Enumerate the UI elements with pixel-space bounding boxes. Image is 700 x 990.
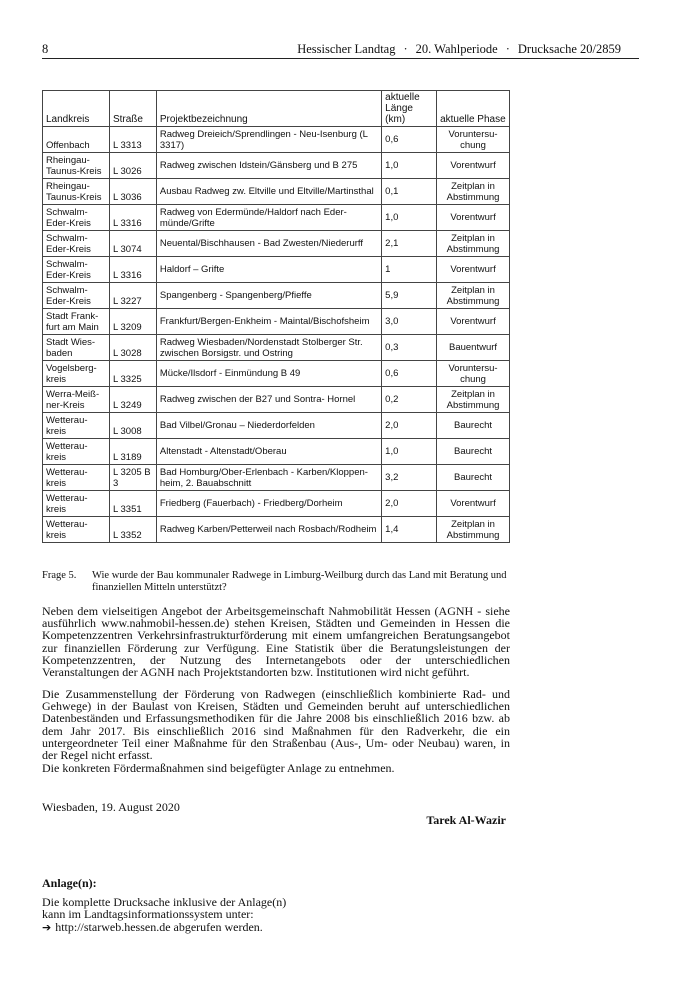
cell-projekt: Bad Homburg/Ober-Erlenbach - Karben/Kloppen-heim, 2. Bauabschnitt [156, 465, 381, 491]
cell-phase: Baurecht [437, 465, 510, 491]
column-header: Projektbezeichnung [156, 91, 381, 127]
cell-landkreis: Rheingau-Taunus-Kreis [43, 153, 110, 179]
cell-strasse: L 3074 [109, 231, 156, 257]
cell-landkreis: Werra-Meiß-ner-Kreis [43, 387, 110, 413]
cell-projekt: Ausbau Radweg zw. Eltville und Eltville/Martinsthal [156, 179, 381, 205]
cell-strasse: L 3189 [109, 439, 156, 465]
cell-projekt: Radweg Wiesbaden/Nordenstadt Stolberger Str. zwischen Borsigstr. und Ostring [156, 335, 381, 361]
page-number: 8 [42, 42, 49, 56]
column-header: aktuelle Länge (km) [382, 91, 437, 127]
header-separator: · [403, 42, 408, 56]
header-period: 20. Wahlperiode [415, 42, 498, 56]
cell-landkreis: Vogelsberg-kreis [43, 361, 110, 387]
cell-landkreis: Stadt Wies-baden [43, 335, 110, 361]
cell-landkreis: Offenbach [43, 127, 110, 153]
header-document-number: Drucksache 20/2859 [517, 42, 621, 56]
table-row [43, 491, 510, 517]
cell-phase: Zeitplan in Abstimmung [437, 517, 510, 543]
table-row [43, 387, 510, 413]
cell-laenge: 3,0 [382, 309, 437, 335]
table-row [43, 127, 510, 153]
cell-projekt: Mücke/Ilsdorf - Einmündung B 49 [156, 361, 381, 387]
cell-phase: Vorentwurf [437, 491, 510, 517]
cell-laenge: 0,6 [382, 127, 437, 153]
cell-laenge: 0,3 [382, 335, 437, 361]
arrow-right-icon: ➔ [42, 920, 52, 934]
answer-paragraph: Neben dem vielseitigen Angebot der Arbeitsgemeinschaft Nahmobilität Hessen (AGNH - siehe ausführlich www.nahmobil-hessen.de) stehen Kreisen, Städten und Gemeinden in Hessen die Kompetenzzentren Verkehrsinfrastrukturförderung mit einem umfangreichen Beratungsangebot zur finanziellen Förderung zur Verfügung. Eine Statistik über die Beratungsleistungen der Kompetenzzentren, der Nutzung des Internetangebots oder der unterschiedlichen Veranstaltungen der AGNH nach Projektstandorten bzw. Institutionen wird nicht geführt. [42, 604, 510, 680]
header-separator: · [505, 42, 510, 56]
table-row [43, 309, 510, 335]
attachment-link[interactable]: http://starweb.hessen.de abgerufen werden. [55, 919, 263, 934]
cell-phase: Vorentwurf [437, 153, 510, 179]
table-row [43, 517, 510, 543]
table-row [43, 361, 510, 387]
cell-landkreis: Stadt Frank-furt am Main [43, 309, 110, 335]
header-publisher: Hessischer Landtag [297, 42, 396, 56]
cell-laenge: 0,2 [382, 387, 437, 413]
cell-projekt: Frankfurt/Bergen-Enkheim - Maintal/Bischofsheim [156, 309, 381, 335]
attachment-line: kann im Landtagsinformationssystem unter: [42, 907, 254, 922]
cell-projekt: Radweg Dreieich/Sprendlingen - Neu-Isenburg (L 3317) [156, 127, 381, 153]
cell-laenge: 1,0 [382, 439, 437, 465]
cell-laenge: 0,1 [382, 179, 437, 205]
cell-strasse: L 3036 [109, 179, 156, 205]
cell-landkreis: Wetterau-kreis [43, 465, 110, 491]
answer-paragraph: Die konkreten Fördermaßnahmen sind beigefügter Anlage zu entnehmen. [42, 761, 395, 775]
question [42, 570, 510, 594]
cell-phase: Bauentwurf [437, 335, 510, 361]
cell-landkreis: Wetterau-kreis [43, 517, 110, 543]
cell-strasse: L 3313 [109, 127, 156, 153]
cell-strasse: L 3316 [109, 205, 156, 231]
cell-projekt: Bad Vilbel/Gronau – Niederdorfelden [156, 413, 381, 439]
cell-laenge: 1,0 [382, 205, 437, 231]
place-date: Wiesbaden, 19. August 2020 [42, 800, 180, 814]
cell-laenge: 3,2 [382, 465, 437, 491]
attachment-line: Die komplette Drucksache inklusive der Anlage(n) [42, 895, 287, 909]
cell-strasse: L 3209 [109, 309, 156, 335]
cell-laenge: 5,9 [382, 283, 437, 309]
cell-landkreis: Wetterau-kreis [43, 413, 110, 439]
cell-strasse: L 3325 [109, 361, 156, 387]
table-row [43, 335, 510, 361]
cell-laenge: 1,0 [382, 153, 437, 179]
cell-landkreis: Rheingau-Taunus-Kreis [43, 179, 110, 205]
cell-strasse: L 3352 [109, 517, 156, 543]
cell-phase: Zeitplan in Abstimmung [437, 283, 510, 309]
table-row [43, 153, 510, 179]
cell-strasse: L 3351 [109, 491, 156, 517]
table-row [43, 179, 510, 205]
cell-landkreis: Schwalm-Eder-Kreis [43, 231, 110, 257]
table-header-row [43, 91, 510, 127]
cell-laenge: 2,0 [382, 491, 437, 517]
table-row [43, 465, 510, 491]
cell-landkreis: Wetterau-kreis [43, 491, 110, 517]
cell-phase: Baurecht [437, 413, 510, 439]
cell-projekt: Radweg zwischen Idstein/Gänsberg und B 275 [156, 153, 381, 179]
cell-phase: Voruntersu-chung [437, 361, 510, 387]
cell-landkreis: Wetterau-kreis [43, 439, 110, 465]
cell-phase: Baurecht [437, 439, 510, 465]
table-row [43, 231, 510, 257]
attachment-text [42, 896, 362, 934]
cell-strasse: L 3227 [109, 283, 156, 309]
project-table [42, 90, 510, 543]
cell-strasse: L 3316 [109, 257, 156, 283]
cell-strasse: L 3249 [109, 387, 156, 413]
cell-phase: Vorentwurf [437, 205, 510, 231]
table-row [43, 413, 510, 439]
table-row [43, 283, 510, 309]
cell-phase: Zeitplan in Abstimmung [437, 231, 510, 257]
cell-projekt: Radweg Karben/Petterweil nach Rosbach/Rodheim [156, 517, 381, 543]
column-header: Landkreis [43, 91, 110, 127]
cell-projekt: Haldorf – Grifte [156, 257, 381, 283]
cell-strasse: L 3008 [109, 413, 156, 439]
cell-laenge: 1,4 [382, 517, 437, 543]
cell-projekt: Friedberg (Fauerbach) - Friedberg/Dorheim [156, 491, 381, 517]
cell-projekt: Altenstadt - Altenstadt/Oberau [156, 439, 381, 465]
cell-projekt: Neuental/Bischhausen - Bad Zwesten/Niederurff [156, 231, 381, 257]
header-meta [297, 42, 621, 57]
question-text: Wie wurde der Bau kommunaler Radwege in Limburg-Weilburg durch das Land mit Beratung und finanziellen Mitteln unterstützt? [92, 570, 507, 593]
cell-projekt: Radweg von Edermünde/Haldorf nach Eder-münde/Grifte [156, 205, 381, 231]
attachment-heading: Anlage(n): [42, 876, 97, 890]
cell-laenge: 1 [382, 257, 437, 283]
page-header [42, 42, 639, 58]
cell-projekt: Radweg zwischen der B27 und Sontra- Hornel [156, 387, 381, 413]
column-header: aktuelle Phase [437, 91, 510, 127]
cell-laenge: 2,1 [382, 231, 437, 257]
cell-phase: Zeitplan in Abstimmung [437, 387, 510, 413]
cell-strasse: L 3028 [109, 335, 156, 361]
cell-phase: Voruntersu-chung [437, 127, 510, 153]
table-row [43, 439, 510, 465]
answer-paragraph: Die Zusammenstellung der Förderung von Radwegen (einschließlich kombinierte Rad- und Gehwege) in der Baulast von Kreisen, Städten und Gemeinden beruht auf unterschiedlichen Datenbeständen und Erfassungsmethodiken für die Jahre 2008 bis einschließlich 2016 bzw. ab dem Jahr 2017. Bis einschließlich 2016 sind Maßnahmen für den Radverkehr, die ein untergeordneter Teil einer Maßnahme für den Straßenbau (Aus-, Um- oder Neubau) waren, in der Regel nicht erfasst. [42, 687, 510, 763]
cell-strasse: L 3026 [109, 153, 156, 179]
cell-landkreis: Schwalm-Eder-Kreis [43, 205, 110, 231]
column-header: Straße [109, 91, 156, 127]
cell-projekt: Spangenberg - Spangenberg/Pfieffe [156, 283, 381, 309]
cell-strasse: L 3205 B 3 [109, 465, 156, 491]
cell-landkreis: Schwalm-Eder-Kreis [43, 283, 110, 309]
attachment-link-line [42, 921, 362, 934]
cell-phase: Zeitplan in Abstimmung [437, 179, 510, 205]
table-row [43, 257, 510, 283]
signature: Tarek Al-Wazir [426, 813, 506, 827]
cell-laenge: 2,0 [382, 413, 437, 439]
cell-laenge: 0,6 [382, 361, 437, 387]
cell-landkreis: Schwalm-Eder-Kreis [43, 257, 110, 283]
cell-phase: Vorentwurf [437, 309, 510, 335]
question-label: Frage 5. [42, 570, 77, 581]
header-rule [42, 58, 639, 59]
table-row [43, 205, 510, 231]
cell-phase: Vorentwurf [437, 257, 510, 283]
